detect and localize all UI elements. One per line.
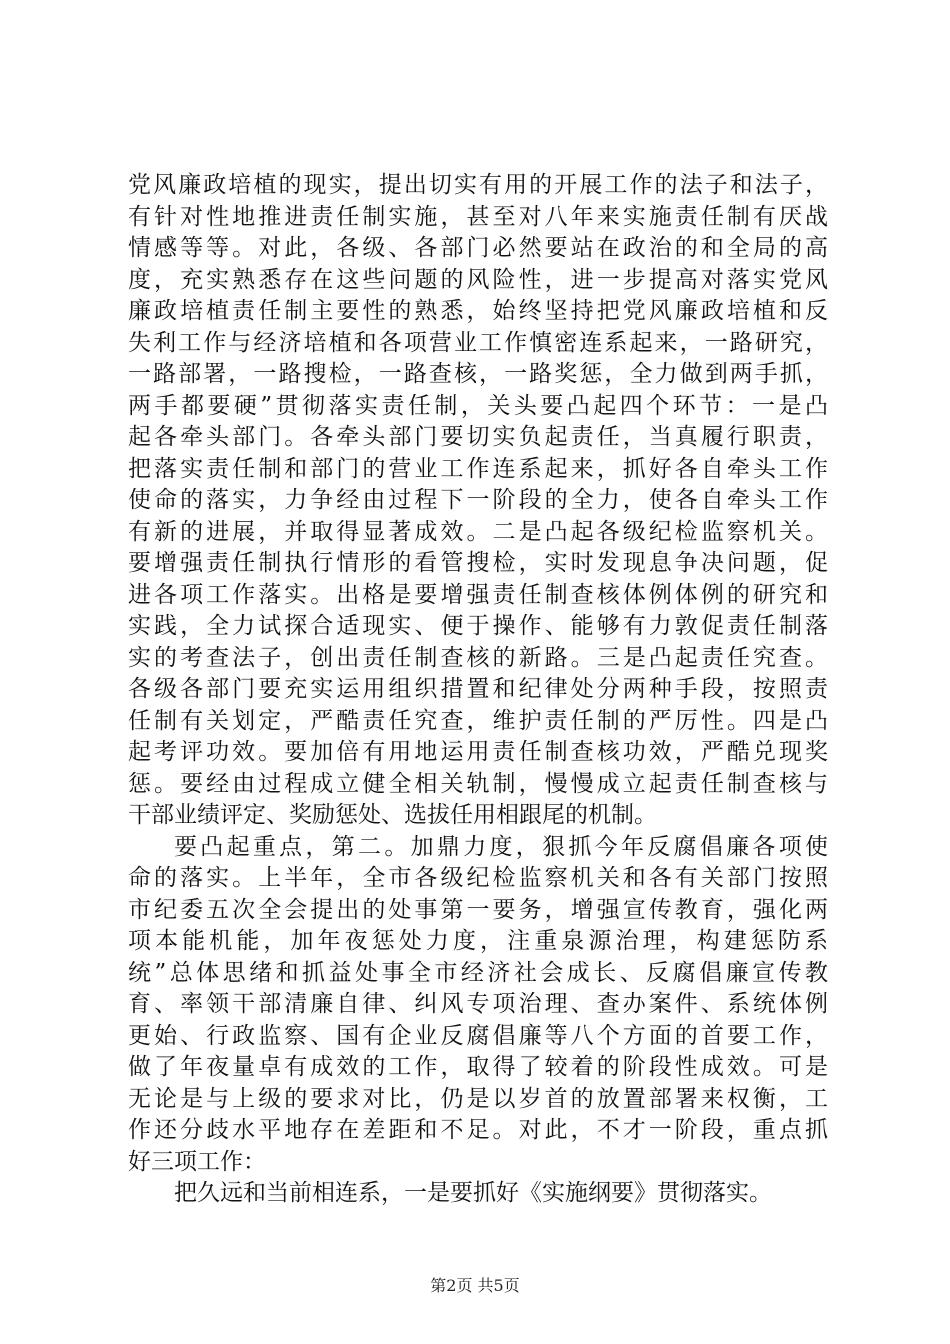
text-line: 好三项工作： <box>128 1148 266 1175</box>
text-line: 实的考查法子，创出责任制查核的新路。三是凸起责任究查。 <box>128 644 828 671</box>
text-line: 情感等等。对此，各级、各部门必然要站在政治的和全局的高 <box>128 235 828 261</box>
text-line: 无论是与上级的要求对比，仍是以岁首的放置部署来权衡，工 <box>128 1085 828 1112</box>
text-line: 更始、行政监察、国有企业反腐倡廉等八个方面的首要工作， <box>128 1022 828 1049</box>
text-line: 统”总体思绪和抓益处事全市经济社会成长、反腐倡廉宣传教 <box>128 959 828 986</box>
text-line: 育、率领干部清廉自律、纠风专项治理、查办案件、系统体例 <box>128 991 828 1017</box>
text-line: 一路部署，一路搜检，一路查核，一路奖惩，全力做到两手抓， <box>128 361 828 387</box>
body-text <box>128 170 828 1210</box>
text-line: 度，充实熟悉存在这些问题的风险性，进一步提高对落实党风 <box>128 266 828 293</box>
text-line: 进各项工作落实。出格是要增强责任制查核体例体例的研究和 <box>128 581 828 608</box>
text-line: 任制有关划定，严酷责任究查，维护责任制的严厉性。四是凸 <box>128 707 828 734</box>
text-line: 干部业绩评定、奖励惩处、选拔任用相跟尾的机制。 <box>128 802 657 828</box>
text-line: 作还分歧水平地存在差距和不足。对此，不才一阶段，重点抓 <box>128 1117 828 1143</box>
text-line: 要增强责任制执行情形的看管搜检，实时发现息争决问题，促 <box>128 550 828 576</box>
text-line: 失利工作与经济培植和各项营业工作慎密连系起来，一路研究， <box>128 329 828 356</box>
text-line: 把落实责任制和部门的营业工作连系起来，抓好各自牵头工作 <box>128 455 828 482</box>
text-line: 各级各部门要充实运用组织措置和纪律处分两种手段，按照责 <box>128 676 828 702</box>
text-line: 命的落实。上半年，全市各级纪检监察机关和各有关部门按照 <box>128 865 828 891</box>
text-line: 惩。要经由过程成立健全相关轨制，慢慢成立起责任制查核与 <box>128 770 828 797</box>
text-line: 把久远和当前相连系，一是要抓好《实施纲要》贯彻落实。 <box>174 1180 772 1206</box>
text-line: 要凸起重点，第二。加鼎力度，狠抓今年反腐倡廉各项使 <box>174 833 828 860</box>
text-line: 廉政培植责任制主要性的熟悉，始终坚持把党风廉政培植和反 <box>128 298 828 324</box>
page-footer: 第2页 共5页 <box>430 1276 520 1295</box>
text-line: 有针对性地推进责任制实施，甚至对八年来实施责任制有厌战 <box>128 203 828 230</box>
text-line: 做了年夜量卓有成效的工作，取得了较着的阶段性成效。可是 <box>128 1054 828 1080</box>
text-line: 市纪委五次全会提出的处事第一要务，增强宣传教育，强化两 <box>128 896 828 923</box>
text-line: 项本能机能，加年夜惩处力度，注重泉源治理，构建惩防系 <box>128 928 828 954</box>
text-line: 起考评功效。要加倍有用地运用责任制查核功效，严酷兑现奖 <box>128 739 828 765</box>
text-line: 两手都要硬”贯彻落实责任制，关头要凸起四个环节：一是凸 <box>128 392 828 419</box>
text-line: 起各牵头部门。各牵头部门要切实负起责任，当真履行职责， <box>128 424 828 450</box>
text-line: 实践，全力试探合适现实、便于操作、能够有力敦促责任制落 <box>128 613 828 639</box>
text-line: 使命的落实，力争经由过程下一阶段的全力，使各自牵头工作 <box>128 487 828 513</box>
text-line: 有新的进展，并取得显著成效。二是凸起各级纪检监察机关。 <box>128 518 828 545</box>
text-line: 党风廉政培植的现实，提出切实有用的开展工作的法子和法子， <box>128 172 828 198</box>
